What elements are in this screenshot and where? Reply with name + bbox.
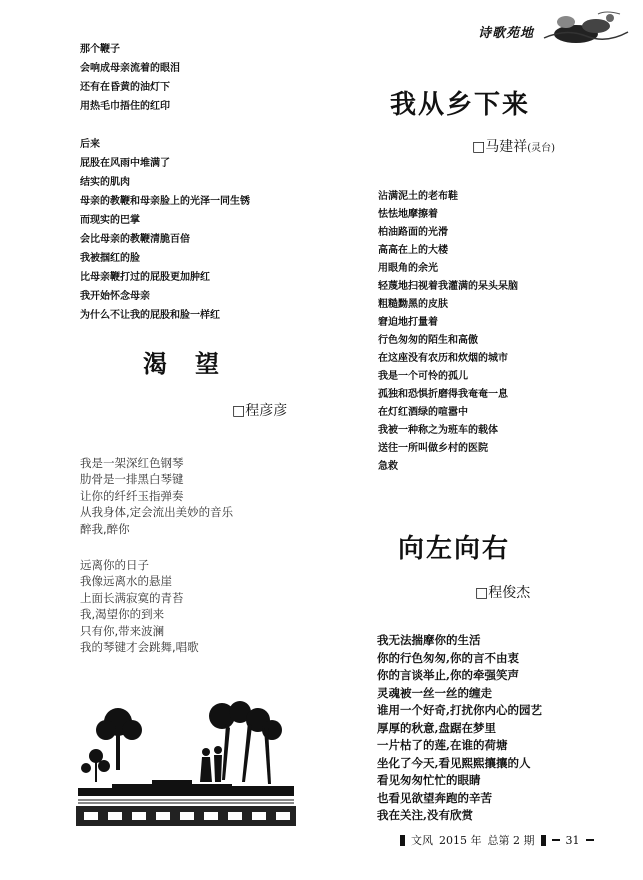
author-byline-cheng-yanyan xyxy=(232,400,287,420)
poem-body-left-right xyxy=(377,632,542,825)
poem-line: 我,渴望你的到来 xyxy=(80,607,165,622)
author-byline-cheng-junjie xyxy=(475,582,530,602)
author-box-marker: □ xyxy=(475,585,489,601)
poem-line: 怯怯地摩擦着 xyxy=(378,209,438,220)
footer-bar-marker xyxy=(400,835,405,846)
poem-line: 柏油路面的光滑 xyxy=(378,227,448,238)
poem-line: 一片枯了的莲,在谁的荷塘 xyxy=(377,738,508,752)
footer-dash xyxy=(552,839,560,841)
author-box-marker: □ xyxy=(232,403,246,419)
poem-line: 我被掴红的脸 xyxy=(80,253,140,264)
poem-line: 孤独和恐惧折磨得我奄奄一息 xyxy=(378,389,508,400)
poem-line: 从我身体,定会流出美妙的音乐 xyxy=(80,505,234,520)
poem-line: 上面长满寂寞的青苔 xyxy=(80,590,184,605)
poem-line: 远离你的日子 xyxy=(80,557,149,572)
poem-line: 结实的肌肉 xyxy=(80,177,130,188)
poem-line: 我的琴键才会跳舞,唱歌 xyxy=(80,639,199,654)
poem-line: 为什么不让我的屁股和脸一样红 xyxy=(80,310,220,321)
author-box-marker: □ xyxy=(472,139,486,155)
poem-line: 沾满泥土的老布鞋 xyxy=(378,191,458,202)
poem-title-longing: 渴望 xyxy=(143,349,247,378)
poem-line: 比母亲鞭打过的屁股更加肿红 xyxy=(80,272,210,283)
footer-year: 2015 年 xyxy=(439,834,482,847)
poem-line: 屁股在风雨中堆满了 xyxy=(80,158,170,169)
poem-line: 只有你,带来波澜 xyxy=(80,623,165,638)
poem-line: 坐化了今天,看见熙熙攘攘的人 xyxy=(377,755,531,770)
section-label: 诗歌苑地 xyxy=(478,26,535,41)
poem-line: 也看见欲望奔跑的辛苦 xyxy=(377,790,492,805)
footer-dash xyxy=(586,839,594,841)
poem-line: 用热毛巾捂住的红印 xyxy=(80,101,170,112)
poem-line: 而现实的巴掌 xyxy=(80,215,140,226)
poem-body-from-countryside xyxy=(378,188,518,476)
poem-line: 看见匆匆忙忙的眼睛 xyxy=(377,773,481,787)
footer-bar-marker xyxy=(541,835,546,846)
poem-title-from-countryside: 我从乡下来 xyxy=(390,90,531,120)
poem-title-left-right: 向左向右 xyxy=(398,534,511,564)
author-note: (灵台) xyxy=(527,143,556,154)
poem-line: 让你的纤纤玉指弹奏 xyxy=(80,488,184,503)
poem-line: 我在关注,没有欣赏 xyxy=(377,808,474,822)
poem-line: 送往一所叫做乡村的医院 xyxy=(378,443,488,454)
author-name: 程彦彦 xyxy=(245,403,288,419)
poem-line: 厚厚的秋意,盘踞在梦里 xyxy=(377,720,497,735)
poem-line: 轻蔑地扫视着我灌满的呆头呆脑 xyxy=(378,281,518,292)
ink-flower-decoration xyxy=(536,8,632,48)
poem-line: 粗糙黝黑的皮肤 xyxy=(378,299,448,310)
poem-line: 我开始怀念母亲 xyxy=(80,291,150,302)
poem-line: 急救 xyxy=(378,461,398,472)
poem-continuation xyxy=(80,40,250,325)
poem-line: 醉我,醉你 xyxy=(80,521,130,536)
poem-line: 后来 xyxy=(80,139,100,150)
couple-silhouette-illustration xyxy=(72,700,300,830)
poem-line: 我无法揣摩你的生活 xyxy=(377,633,481,647)
footer-magazine: 文风 xyxy=(411,834,433,847)
author-byline-ma-jianxiang xyxy=(472,136,555,156)
poem-line: 高高在上的大楼 xyxy=(378,245,448,256)
poem-line: 你的行色匆匆,你的言不由衷 xyxy=(377,650,520,665)
poem-line: 你的言谈举止,你的牵强笑声 xyxy=(377,668,520,682)
poem-line: 我被一种称之为班车的载体 xyxy=(378,425,498,436)
poem-line: 肋骨是一排黑白琴键 xyxy=(80,472,184,487)
page-footer xyxy=(400,832,594,848)
poem-line: 还有在昏黄的油灯下 xyxy=(80,82,170,93)
poem-line: 谁用一个好奇,打扰你内心的园艺 xyxy=(377,703,543,717)
poem-line: 那个鞭子 xyxy=(80,44,120,55)
poem-line: 窘迫地打量着 xyxy=(378,317,438,328)
page-number: 31 xyxy=(565,833,580,847)
poem-line: 我是一架深红色钢琴 xyxy=(80,456,184,470)
poem-line: 用眼角的余光 xyxy=(378,263,438,274)
poem-line: 在这座没有农历和炊烟的城市 xyxy=(378,353,508,364)
poem-line: 灵魂被一丝一丝的缠走 xyxy=(377,685,492,700)
poem-line: 母亲的教鞭和母亲脸上的光泽一同生锈 xyxy=(80,196,250,207)
author-name: 马建祥 xyxy=(485,139,528,155)
poem-line: 会响成母亲流着的眼泪 xyxy=(80,63,180,74)
poem-line: 会比母亲的教鞭清脆百倍 xyxy=(80,234,190,245)
poem-line: 行色匆匆的陌生和高傲 xyxy=(378,335,478,346)
poem-line xyxy=(80,537,233,557)
poem-line: 在灯红酒绿的喧嚣中 xyxy=(378,407,468,418)
author-name: 程俊杰 xyxy=(488,585,531,601)
footer-issue: 总第 2 期 xyxy=(487,834,535,847)
poem-line xyxy=(80,116,250,135)
poem-line: 我像远离水的悬崖 xyxy=(80,574,172,589)
poem-line: 我是一个可怜的孤儿 xyxy=(378,371,468,382)
poem-body-longing xyxy=(80,455,233,655)
